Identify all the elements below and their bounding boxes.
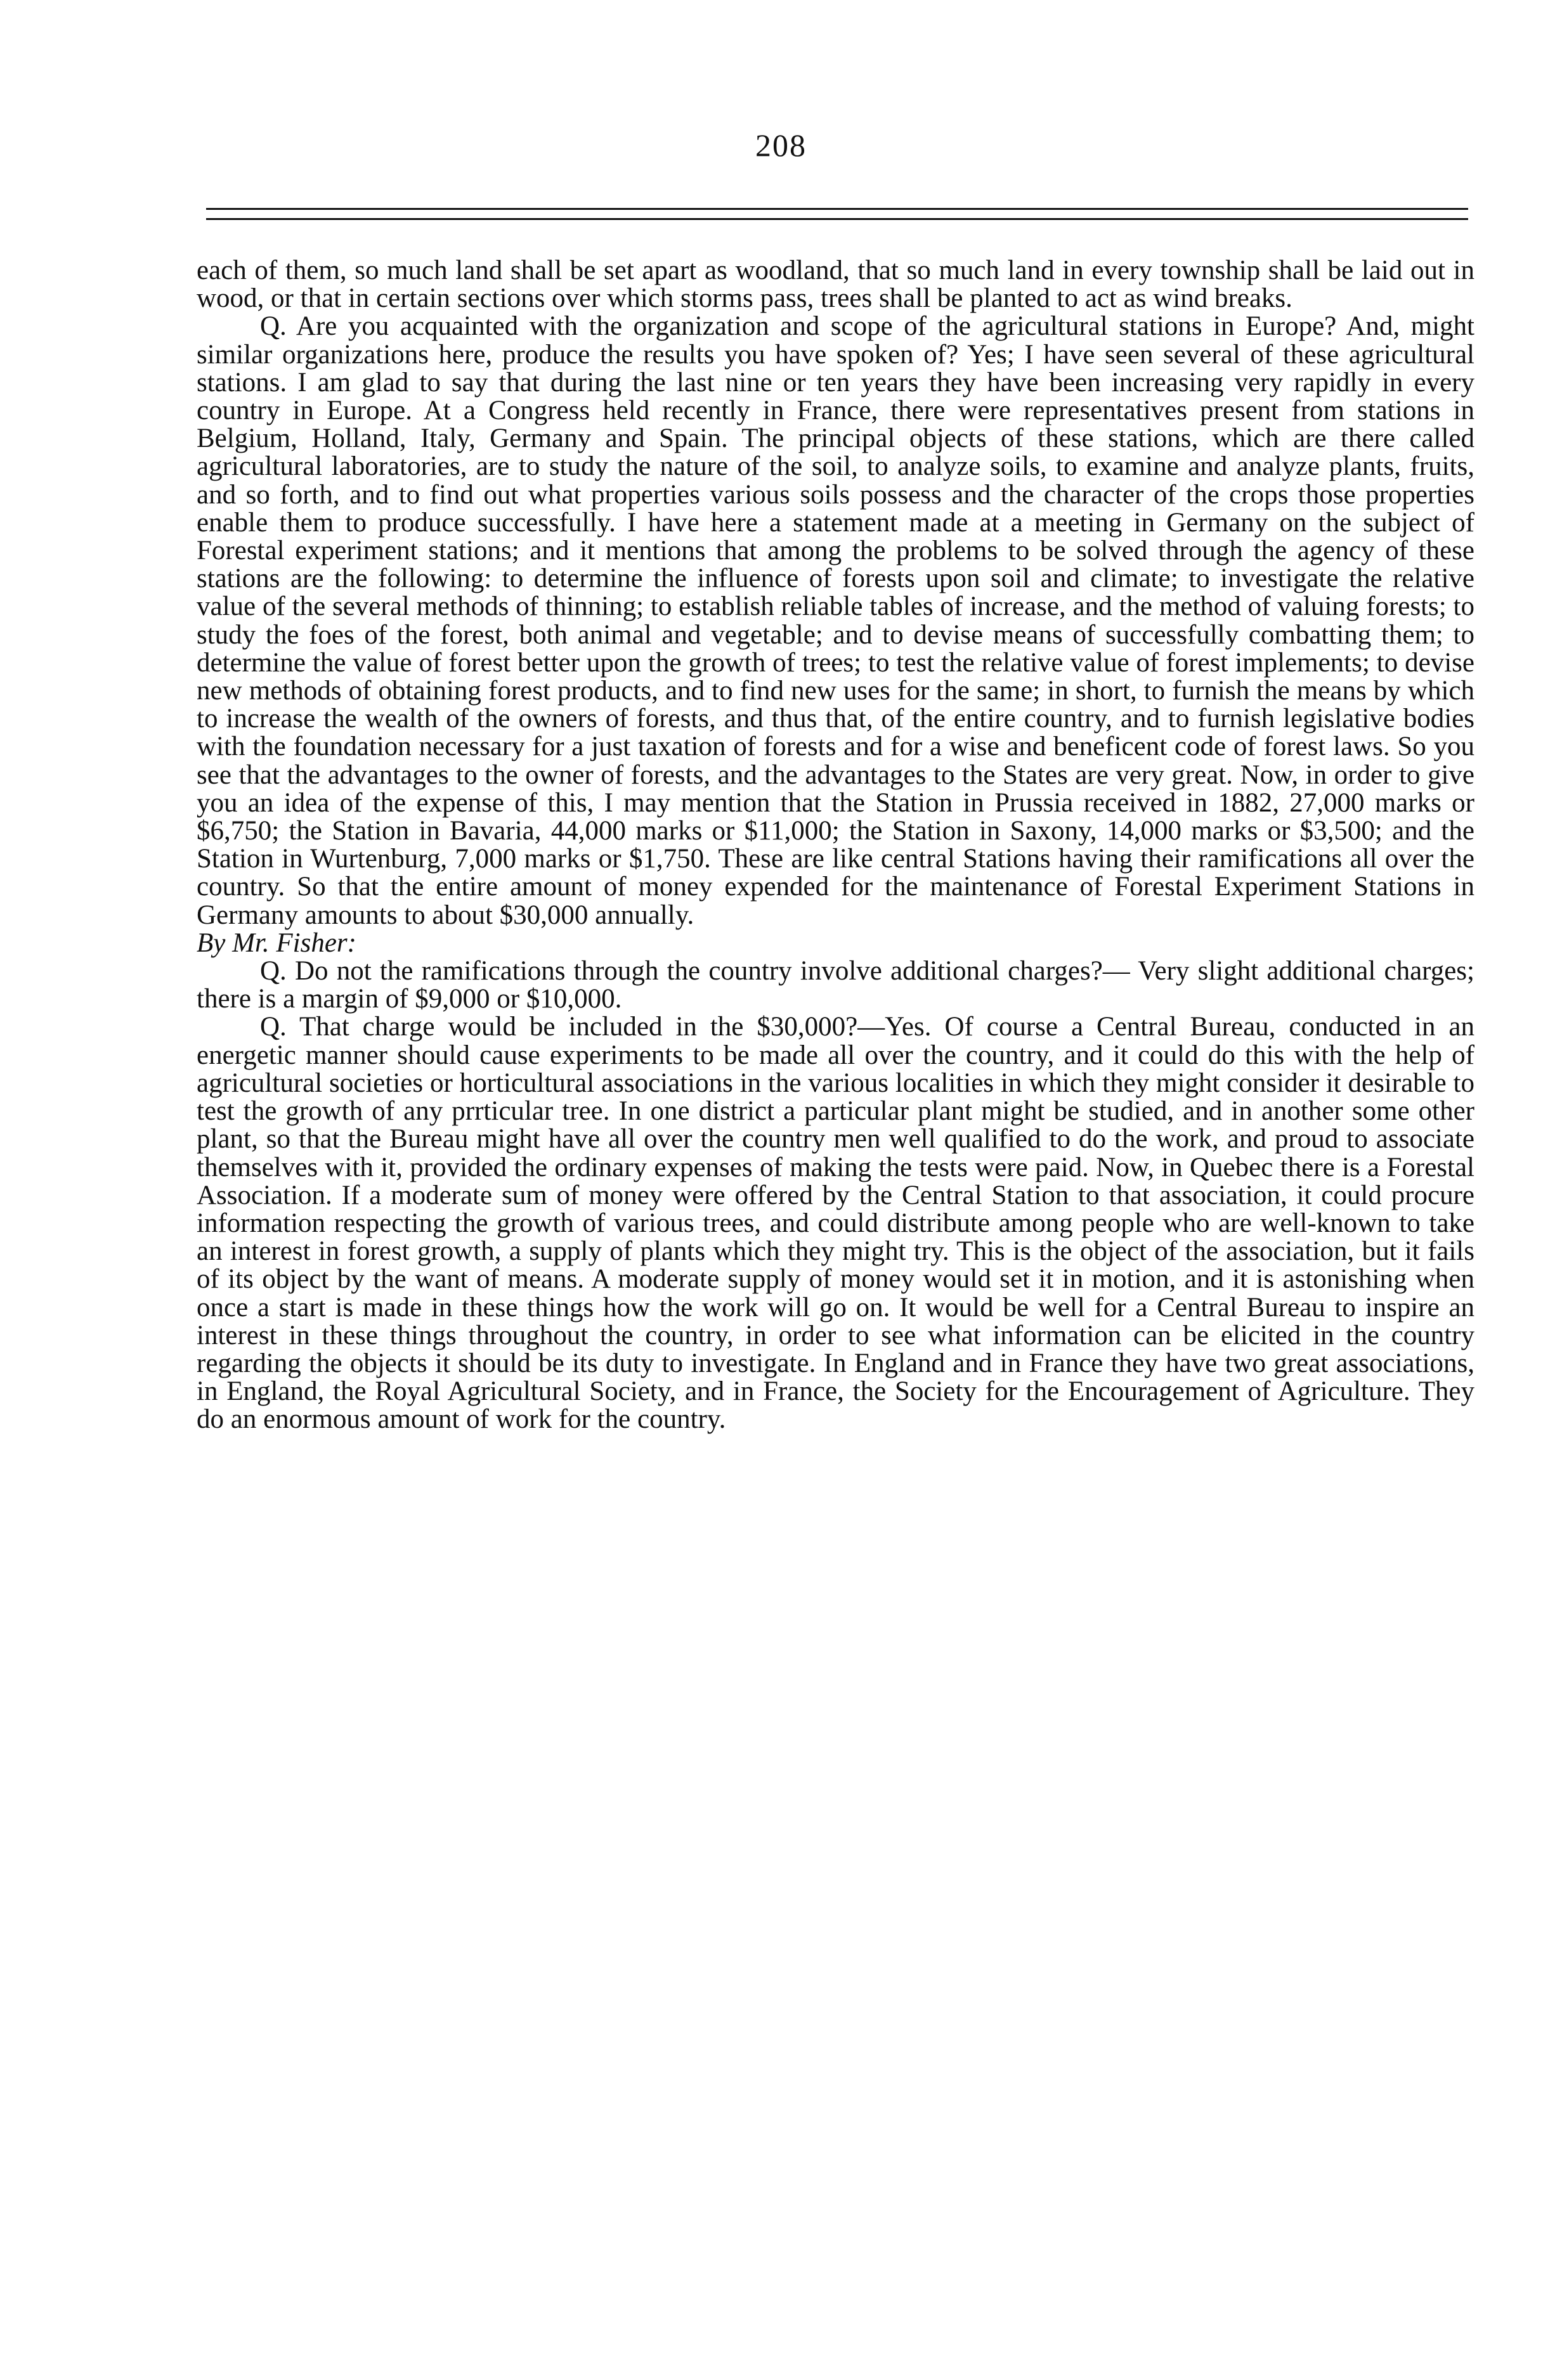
paragraph-ramifications: Q. Do not the ramifications through the country involve additional charges?— Very slight additional charges; there is a margin of $9,000 or $10,000. <box>197 956 1474 1014</box>
header-rule-top <box>206 208 1468 210</box>
page-number: 208 <box>755 127 807 163</box>
speaker-heading: By Mr. Fisher: <box>197 928 356 958</box>
header-rule-bottom <box>206 218 1468 220</box>
paragraph-central-bureau: Q. That charge would be included in the $30,000?—Yes. Of course a Central Bureau, conducted in an energetic manner should cause experiments to be made all over the country, and it could do this with the help of agricultural societies or horticultural associations in the various localities in which they might consider it desirable to test the growth of any prrticular tree. In one district a particular plant might be studied, and in another some other plant, so that the Bureau might have all over the country men well qualified to do the work, and proud to associate themselves with it, provided the ordinary expenses of making the tests were paid. Now, in Quebec there is a Forestal Association. If a moderate sum of money were offered by the Central Station to that association, it could procure information respecting the growth of various trees, and could distribute among people who are well-known to take an interest in forest growth, a supply of plants which they might try. This is the object of the association, but it fails of its object by the want of means. A moderate supply of money would set it in motion, and it is astonishing when once a start is made in these things how the work will go on. It would be well for a Central Bureau to inspire an interest in these things throughout the country, in order to see what information can be elicited in the country regarding the objects it should be its duty to investigate. In England and in France they have two great associations, in England, the Royal Agricultural Society, and in France, the Society for the Encouragement of Agriculture. They do an enormous amount of work for the country. <box>197 1012 1474 1435</box>
paragraph-agricultural-stations: Q. Are you acquainted with the organization and scope of the agricultural stations in Europe? And, might similar organizations here, produce the results you have spoken of? Yes; I have seen several of these agricultural stations. I am glad to say that during the last nine or ten years they have been increasing very rapidly in every country in Europe. At a Congress held recently in France, there were representatives present from stations in Belgium, Holland, Italy, Germany and Spain. The principal objects of these stations, which are there called agricultural laboratories, are to study the nature of the soil, to analyze soils, to examine and analyze plants, fruits, and so forth, and to find out what properties various soils possess and the character of the crops those properties enable them to produce successfully. I have here a statement made at a meeting in Germany on the subject of Forestal experiment stations; and it mentions that among the problems to be solved through the agency of these stations are the following: to determine the influence of forests upon soil and climate; to investigate the relative value of the several methods of thinning; to establish reliable tables of increase, and the method of valuing forests; to study the foes of the forest, both animal and vegetable; and to devise means of successfully combatting them; to determine the value of forest better upon the growth of trees; to test the relative value of forest implements; to devise new methods of obtaining forest products, and to find new uses for the same; in short, to furnish the means by which to increase the wealth of the owners of forests, and thus that, of the entire country, and to furnish legislative bodies with the foundation necessary for a just taxation of forests and for a wise and beneficent code of forest laws. So you see that the advantages to the owner of forests, and the advantages to the States are very great. Now, in order to give you an idea of the expense of this, I may mention that the Station in Prussia received in 1882, 27,000 marks or $6,750; the Station in Bavaria, 44,000 marks or $11,000; the Station in Saxony, 14,000 marks or $3,500; and the Station in Wurtenburg, 7,000 marks or $1,750. These are like central Stations having their ramifications all over the country. So that the entire amount of money expended for the maintenance of Forestal Experiment Stations in Germany amounts to about $30,000 annually. <box>197 311 1474 930</box>
paragraph-continuation: each of them, so much land shall be set apart as woodland, that so much land in every township shall be laid out in wood, or that in certain sections over which storms pass, trees shall be planted to act as wind breaks. <box>197 255 1474 314</box>
body-text <box>197 257 1474 1434</box>
